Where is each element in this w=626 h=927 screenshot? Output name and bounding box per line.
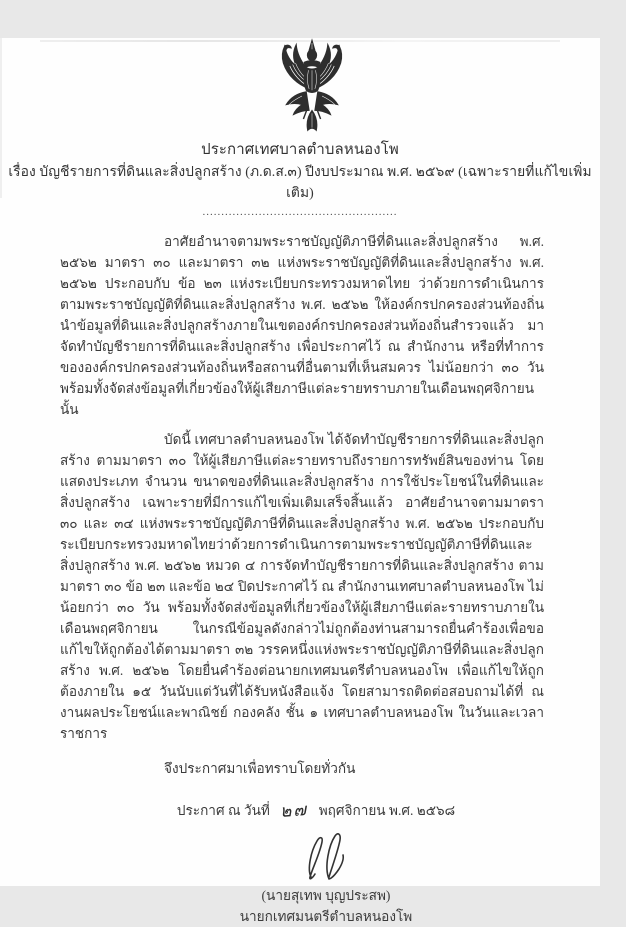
document-body (60, 231, 544, 744)
announcement-document (0, 38, 600, 924)
document-subject: เรื่อง บัญชีรายการที่ดินและสิ่งปลูกสร้าง (ภ.ด.ส.๓) ปีงบประมาณ พ.ศ. ๒๕๖๙ (เฉพาะรายที่แก้ไขเพิ่มเติม) (8, 164, 592, 200)
paragraph-announcement-details: บัดนี้ เทศบาลตำบลหนองโพ ได้จัดทำบัญชีรายการที่ดินและสิ่งปลูกสร้าง ตามมาตรา ๓๐ ให้ผู้เสียภาษีแต่ละรายทราบถึงรายการทรัพย์สินของท่าน โดยแสดงประเภท จำนวน ขนาดของที่ดินและสิ่งปลูกสร้าง การใช้ประโยชน์ในที่ดินและสิ่งปลูกสร้าง เฉพาะรายที่มีการแก้ไขเพิ่มเติมเสร็จสิ้นแล้ว อาศัยอำนาจตามมาตรา ๓๐ และ ๓๔ แห่งพระราชบัญญัติภาษีที่ดินและสิ่งปลูกสร้าง พ.ศ. ๒๕๖๒ ประกอบกับระเบียบกระทรวงมหาดไทยว่าด้วยการดำเนินการตามพระราชบัญญัติภาษีที่ดินและสิ่งปลูกสร้าง พ.ศ. ๒๕๖๒ หมวด ๔ การจัดทำบัญชีรายการที่ดินและสิ่งปลูกสร้าง ตามมาตรา ๓๐ ข้อ ๒๓ และข้อ ๒๔ ปิดประกาศไว้ ณ สำนักงานเทศบาลตำบลหนองโพ ไม่น้อยกว่า ๓๐ วัน พร้อมทั้งจัดส่งข้อมูลที่เกี่ยวข้องให้ผู้เสียภาษีแต่ละรายทราบภายในเดือนพฤศจิกายน ในกรณีข้อมูลดังกล่าวไม่ถูกต้องท่านสามารถยื่นคำร้องเพื่อขอแก้ไขให้ถูกต้องได้ตามมาตรา ๓๒ วรรคหนึ่งแห่งพระราชบัญญัติภาษีที่ดินและสิ่งปลูกสร้าง พ.ศ. ๒๕๖๒ โดยยื่นคำร้องต่อนายกเทศมนตรีตำบลหนองโพ เพื่อแก้ไขให้ถูกต้องภายใน ๑๕ วันนับแต่วันที่ได้รับหนังสือแจ้ง โดยสามารถติดต่อสอบถามได้ที่ ณ งานผลประโยชน์และพาณิชย์ กองคลัง ชั้น ๑ เทศบาลตำบลหนองโพ ในวันและเวลาราชการ (60, 432, 544, 741)
document-title: ประกาศเทศบาลตำบลหนองโพ (201, 142, 399, 158)
signatory-position: นายกเทศมนตรีตำบลหนองโพ (239, 909, 413, 924)
paragraph-legal-basis: อาศัยอำนาจตามพระราชบัญญัติภาษีที่ดินและสิ่งปลูกสร้าง พ.ศ. ๒๕๖๒ มาตรา ๓๐ และมาตรา ๓๒ แห่งพระราชบัญญัติที่ดินและสิ่งปลูกสร้าง พ.ศ. ๒๕๖๒ ประกอบกับ ข้อ ๒๓ แห่งระเบียบกระทรวงมหาดไทย ว่าด้วยการดำเนินการตามพระราชบัญญัติที่ดินและสิ่งปลูกสร้าง พ.ศ. ๒๕๖๒ ให้องค์กรปกครองส่วนท้องถิ่น นำข้อมูลที่ดินและสิ่งปลูกสร้างภายในเขตองค์กรปกครองส่วนท้องถิ่นสำรวจแล้ว มาจัดทำบัญชีรายการที่ดินและสิ่งปลูกสร้าง เพื่อประกาศไว้ ณ สำนักงาน หรือที่ทำการขององค์กรปกครองส่วนท้องถิ่นหรือสถานที่อื่นตามที่เห็นสมควร ไม่น้อยกว่า ๓๐ วัน พร้อมทั้งจัดส่งข้อมูลที่เกี่ยวข้องให้ผู้เสียภาษีแต่ละรายทราบภายในเดือนพฤศจิกายน นั้น (60, 234, 544, 417)
signature-block (26, 831, 626, 927)
scan-artifact-left (0, 38, 2, 198)
handwritten-day: ๒๗ (279, 800, 309, 821)
garuda-emblem-icon (269, 38, 355, 134)
date-suffix: พฤศจิกายน พ.ศ. ๒๕๖๘ (318, 803, 456, 818)
announcement-date (16, 799, 616, 821)
divider-dots: .................................................... (202, 206, 398, 218)
signatory-name: (นายสุเทพ บุญประสพ) (261, 888, 391, 903)
date-prefix: ประกาศ ณ วันที่ (176, 803, 270, 818)
closing-statement: จึงประกาศมาเพื่อทราบโดยทั่วกัน (164, 761, 356, 776)
signature-icon (289, 831, 363, 883)
